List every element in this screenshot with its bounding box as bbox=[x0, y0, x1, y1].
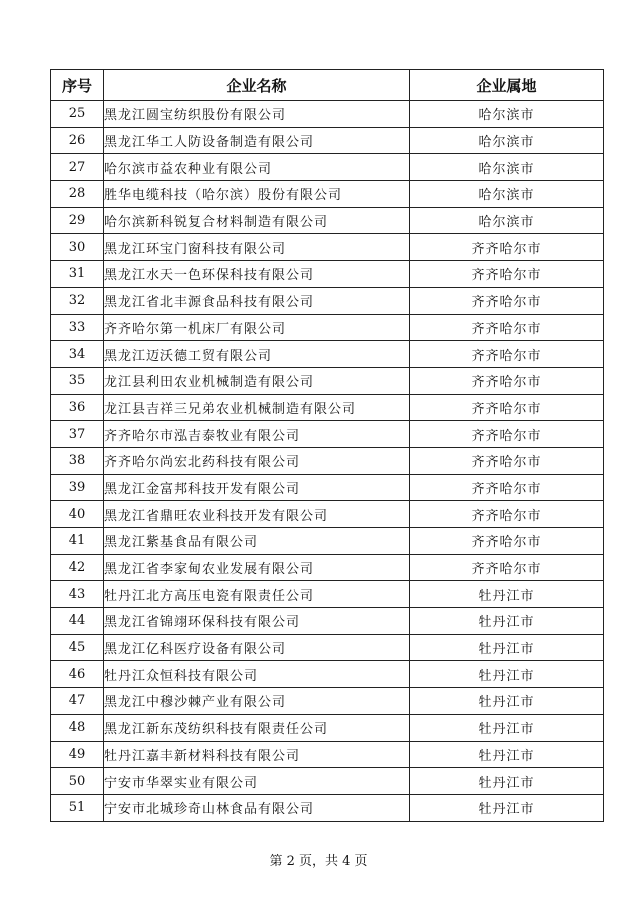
header-company-name: 企业名称 bbox=[104, 70, 410, 101]
cell-no: 25 bbox=[51, 101, 104, 128]
cell-company-name: 哈尔滨新科锐复合材料制造有限公司 bbox=[104, 207, 410, 234]
cell-no: 48 bbox=[51, 714, 104, 741]
table-row bbox=[51, 661, 604, 688]
cell-location: 齐齐哈尔市 bbox=[410, 474, 604, 501]
cell-company-name: 黑龙江紫基食品有限公司 bbox=[104, 528, 410, 555]
cell-location: 牡丹江市 bbox=[410, 768, 604, 795]
cell-no: 39 bbox=[51, 474, 104, 501]
cell-location: 哈尔滨市 bbox=[410, 154, 604, 181]
cell-company-name: 黑龙江迈沃德工贸有限公司 bbox=[104, 341, 410, 368]
cell-no: 43 bbox=[51, 581, 104, 608]
table-row bbox=[51, 581, 604, 608]
cell-location: 牡丹江市 bbox=[410, 634, 604, 661]
table-row bbox=[51, 688, 604, 715]
table-row bbox=[51, 741, 604, 768]
cell-no: 42 bbox=[51, 554, 104, 581]
cell-company-name: 黑龙江中穆沙棘产业有限公司 bbox=[104, 688, 410, 715]
table-row bbox=[51, 261, 604, 288]
cell-no: 46 bbox=[51, 661, 104, 688]
cell-no: 50 bbox=[51, 768, 104, 795]
table-row bbox=[51, 447, 604, 474]
cell-no: 37 bbox=[51, 421, 104, 448]
cell-location: 齐齐哈尔市 bbox=[410, 367, 604, 394]
cell-location: 哈尔滨市 bbox=[410, 181, 604, 208]
cell-company-name: 宁安市北城珍奇山林食品有限公司 bbox=[104, 794, 410, 821]
table-row bbox=[51, 634, 604, 661]
cell-company-name: 齐齐哈尔尚宏北药科技有限公司 bbox=[104, 447, 410, 474]
cell-location: 齐齐哈尔市 bbox=[410, 394, 604, 421]
cell-no: 29 bbox=[51, 207, 104, 234]
table-row bbox=[51, 714, 604, 741]
cell-company-name: 黑龙江省北丰源食品科技有限公司 bbox=[104, 287, 410, 314]
table-row bbox=[51, 528, 604, 555]
table-row bbox=[51, 234, 604, 261]
cell-company-name: 黑龙江金富邦科技开发有限公司 bbox=[104, 474, 410, 501]
cell-company-name: 黑龙江环宝门窗科技有限公司 bbox=[104, 234, 410, 261]
cell-no: 26 bbox=[51, 127, 104, 154]
cell-no: 35 bbox=[51, 367, 104, 394]
cell-location: 齐齐哈尔市 bbox=[410, 234, 604, 261]
cell-location: 齐齐哈尔市 bbox=[410, 287, 604, 314]
cell-no: 40 bbox=[51, 501, 104, 528]
page-footer: 第 2 页，共 4 页 bbox=[269, 854, 368, 869]
cell-company-name: 齐齐哈尔市泓吉泰牧业有限公司 bbox=[104, 421, 410, 448]
cell-company-name: 胜华电缆科技（哈尔滨）股份有限公司 bbox=[104, 181, 410, 208]
header-location: 企业属地 bbox=[410, 70, 604, 101]
table-row bbox=[51, 768, 604, 795]
table-row bbox=[51, 794, 604, 821]
cell-location: 哈尔滨市 bbox=[410, 127, 604, 154]
cell-company-name: 黑龙江水天一色环保科技有限公司 bbox=[104, 261, 410, 288]
cell-company-name: 龙江县吉祥三兄弟农业机械制造有限公司 bbox=[104, 394, 410, 421]
cell-location: 牡丹江市 bbox=[410, 714, 604, 741]
cell-no: 31 bbox=[51, 261, 104, 288]
cell-no: 34 bbox=[51, 341, 104, 368]
cell-no: 44 bbox=[51, 608, 104, 635]
cell-no: 51 bbox=[51, 794, 104, 821]
table-row bbox=[51, 394, 604, 421]
table-row bbox=[51, 101, 604, 128]
table-row bbox=[51, 181, 604, 208]
cell-company-name: 牡丹江北方高压电瓷有限责任公司 bbox=[104, 581, 410, 608]
cell-no: 47 bbox=[51, 688, 104, 715]
cell-company-name: 黑龙江省鼎旺农业科技开发有限公司 bbox=[104, 501, 410, 528]
table-row bbox=[51, 341, 604, 368]
cell-no: 49 bbox=[51, 741, 104, 768]
cell-no: 41 bbox=[51, 528, 104, 555]
cell-location: 齐齐哈尔市 bbox=[410, 447, 604, 474]
company-table bbox=[50, 69, 604, 822]
cell-company-name: 黑龙江华工人防设备制造有限公司 bbox=[104, 127, 410, 154]
cell-no: 32 bbox=[51, 287, 104, 314]
cell-location: 哈尔滨市 bbox=[410, 207, 604, 234]
cell-company-name: 哈尔滨市益农种业有限公司 bbox=[104, 154, 410, 181]
cell-location: 牡丹江市 bbox=[410, 581, 604, 608]
table-row bbox=[51, 287, 604, 314]
table-row bbox=[51, 474, 604, 501]
cell-location: 牡丹江市 bbox=[410, 688, 604, 715]
table-row bbox=[51, 608, 604, 635]
cell-company-name: 黑龙江新东茂纺织科技有限责任公司 bbox=[104, 714, 410, 741]
cell-location: 齐齐哈尔市 bbox=[410, 314, 604, 341]
header-no: 序号 bbox=[51, 70, 104, 101]
cell-no: 45 bbox=[51, 634, 104, 661]
table-row bbox=[51, 554, 604, 581]
cell-no: 36 bbox=[51, 394, 104, 421]
cell-company-name: 黑龙江省李家甸农业发展有限公司 bbox=[104, 554, 410, 581]
cell-company-name: 牡丹江嘉丰新材料科技有限公司 bbox=[104, 741, 410, 768]
cell-location: 齐齐哈尔市 bbox=[410, 528, 604, 555]
cell-company-name: 牡丹江众恒科技有限公司 bbox=[104, 661, 410, 688]
cell-no: 28 bbox=[51, 181, 104, 208]
cell-company-name: 龙江县利田农业机械制造有限公司 bbox=[104, 367, 410, 394]
cell-location: 齐齐哈尔市 bbox=[410, 421, 604, 448]
cell-company-name: 黑龙江圆宝纺织股份有限公司 bbox=[104, 101, 410, 128]
table-row bbox=[51, 207, 604, 234]
table-row bbox=[51, 154, 604, 181]
cell-location: 齐齐哈尔市 bbox=[410, 501, 604, 528]
cell-no: 27 bbox=[51, 154, 104, 181]
cell-location: 齐齐哈尔市 bbox=[410, 341, 604, 368]
cell-location: 齐齐哈尔市 bbox=[410, 261, 604, 288]
cell-no: 33 bbox=[51, 314, 104, 341]
table-row bbox=[51, 314, 604, 341]
cell-company-name: 黑龙江省锦翊环保科技有限公司 bbox=[104, 608, 410, 635]
cell-location: 齐齐哈尔市 bbox=[410, 554, 604, 581]
cell-location: 哈尔滨市 bbox=[410, 101, 604, 128]
cell-company-name: 齐齐哈尔第一机床厂有限公司 bbox=[104, 314, 410, 341]
table-row bbox=[51, 367, 604, 394]
cell-location: 牡丹江市 bbox=[410, 741, 604, 768]
table-row bbox=[51, 127, 604, 154]
cell-location: 牡丹江市 bbox=[410, 794, 604, 821]
cell-no: 38 bbox=[51, 447, 104, 474]
cell-company-name: 黑龙江亿科医疗设备有限公司 bbox=[104, 634, 410, 661]
table-row bbox=[51, 501, 604, 528]
cell-location: 牡丹江市 bbox=[410, 661, 604, 688]
cell-location: 牡丹江市 bbox=[410, 608, 604, 635]
cell-company-name: 宁安市华翠实业有限公司 bbox=[104, 768, 410, 795]
table-row bbox=[51, 421, 604, 448]
cell-no: 30 bbox=[51, 234, 104, 261]
table-header-row bbox=[51, 70, 604, 101]
